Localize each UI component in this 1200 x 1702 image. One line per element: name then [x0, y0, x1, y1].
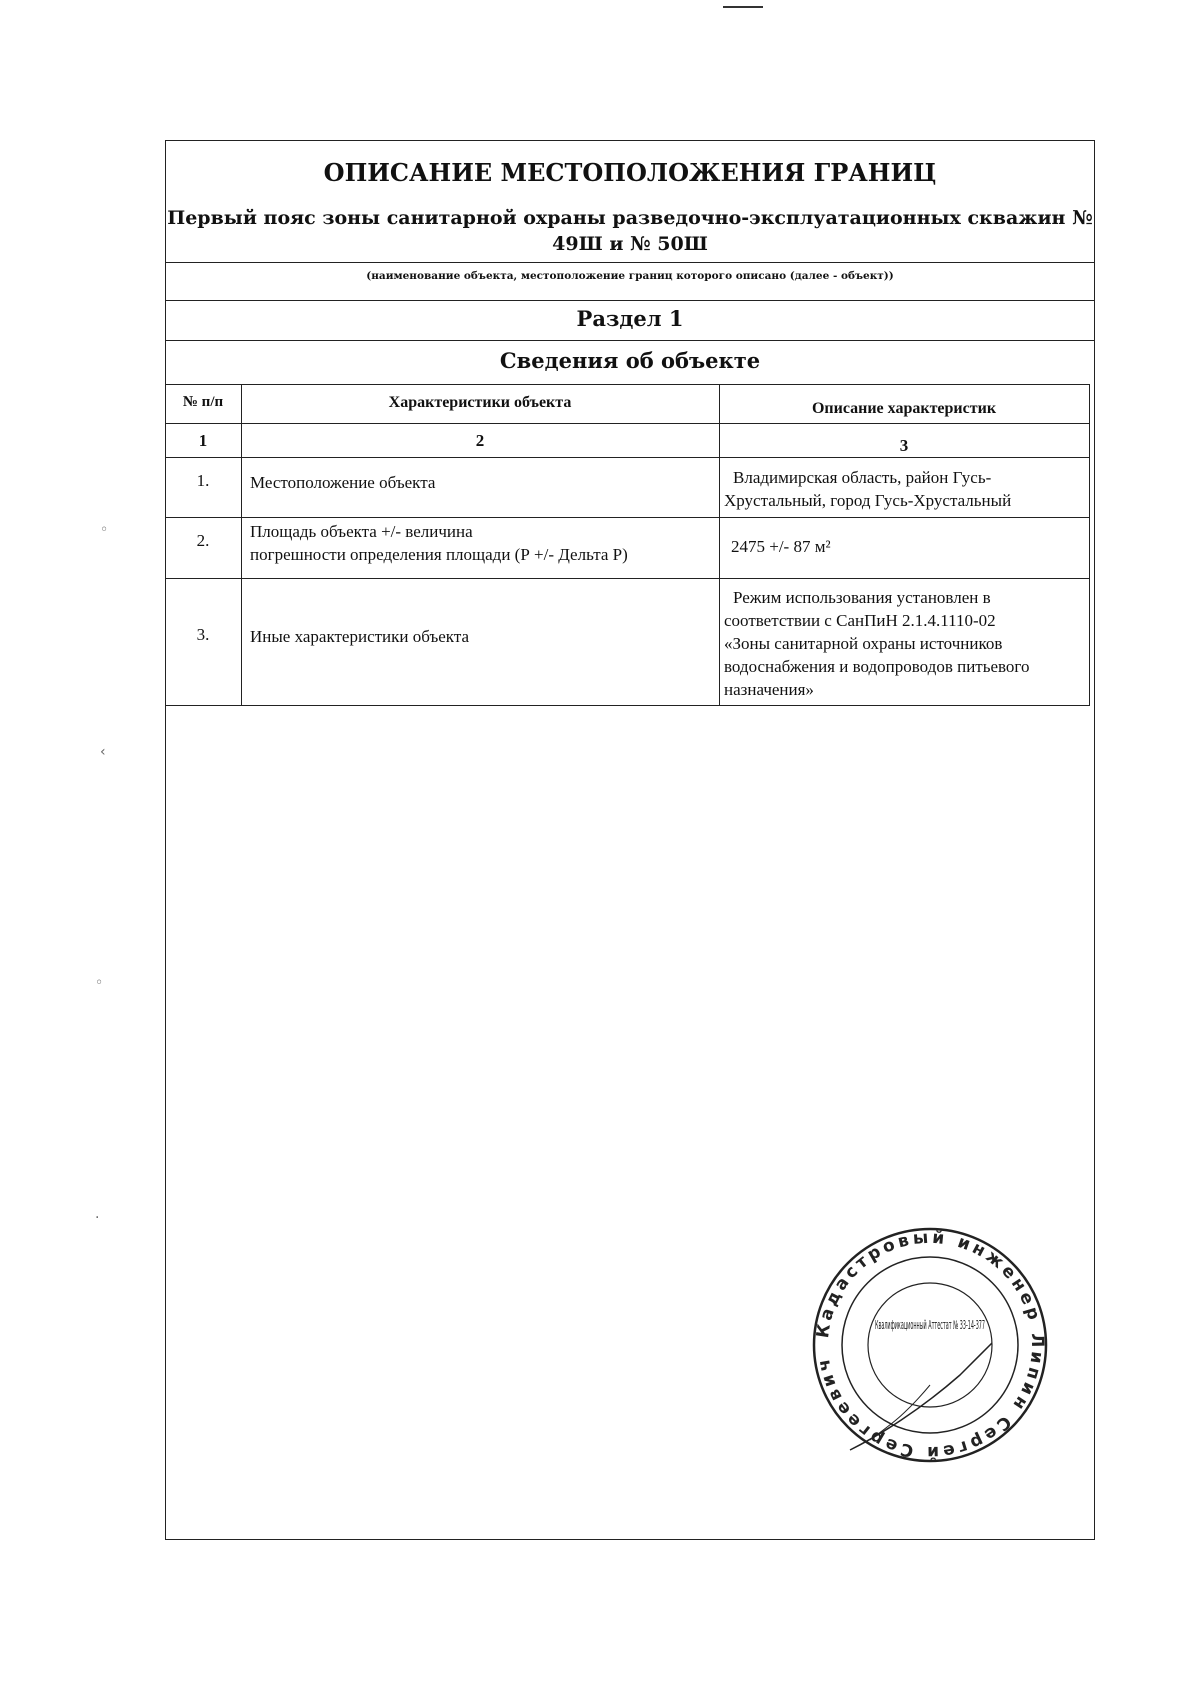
table-col-number: 1	[198, 431, 208, 450]
table-col-number: 2	[475, 431, 485, 450]
table-row-description: назначения»	[724, 680, 814, 699]
divider	[165, 300, 1095, 301]
table-row-name: Иные характеристики объекта	[250, 627, 470, 646]
object-caption: (наименование объекта, местоположение границ которого описано (далее - объект))	[366, 270, 894, 282]
section-subtitle: Сведения об объекте	[499, 348, 761, 373]
seal-center-text: Квалификационный Аттестат № 33-14-377	[875, 1318, 985, 1332]
table-line	[165, 517, 1090, 518]
table-header-num: № п/п	[182, 394, 224, 410]
table-row-description: «Зоны санитарной охраны источников	[724, 634, 1003, 653]
table-row-number: 1.	[196, 471, 210, 490]
document-title: ОПИСАНИЕ МЕСТОПОЛОЖЕНИЯ ГРАНИЦ	[323, 158, 937, 187]
table-row-name: Местоположение объекта	[250, 473, 436, 492]
table-header-description: Описание характеристик	[811, 400, 997, 417]
divider	[165, 340, 1095, 341]
table-header-characteristics: Характеристики объекта	[388, 394, 572, 411]
table-row-name: Площадь объекта +/- величина	[250, 522, 473, 541]
table-row-description: 2475 +/- 87 м²	[731, 537, 831, 556]
document-subtitle-line1: Первый пояс зоны санитарной охраны разведочно-эксплуатационных скважин №	[167, 207, 1093, 229]
table-row-description: Хрустальный, город Гусь-Хрустальный	[724, 491, 1012, 510]
table-line	[165, 384, 1090, 385]
table-row-number: 2.	[196, 531, 210, 550]
table-line	[165, 423, 1090, 424]
table-row-description: Владимирская область, район Гусь-	[733, 468, 992, 487]
seal-center-ring	[868, 1283, 992, 1407]
official-seal	[810, 1225, 1050, 1465]
table-line	[1089, 384, 1090, 705]
scan-speck: ·	[95, 1210, 100, 1226]
seal-outer-text: Кадастровый инженер Липин Сергей Сергеевич	[812, 1227, 1048, 1463]
table-row-description: водоснабжения и водопроводов питьевого	[724, 657, 1030, 676]
scan-speck: ‹	[100, 744, 106, 760]
table-line	[165, 578, 1090, 579]
scan-speck: ◦	[100, 522, 109, 538]
scan-mark	[723, 6, 763, 8]
table-line	[165, 457, 1090, 458]
table-col-number: 3	[899, 436, 909, 455]
table-row-description: Режим использования установлен в	[733, 588, 991, 607]
table-line	[719, 384, 720, 705]
table-row-name: погрешности определения площади (Р +/- Дельта Р)	[250, 545, 628, 564]
document-subtitle-line2: 49Ш и № 50Ш	[552, 233, 708, 255]
table-row-number: 3.	[196, 625, 210, 644]
section-title: Раздел 1	[576, 306, 684, 331]
table-line	[165, 705, 1090, 706]
divider	[165, 262, 1095, 263]
table-row-description: соответствии с СанПиН 2.1.4.1110-02	[724, 611, 996, 630]
scan-speck: ◦	[95, 975, 104, 991]
